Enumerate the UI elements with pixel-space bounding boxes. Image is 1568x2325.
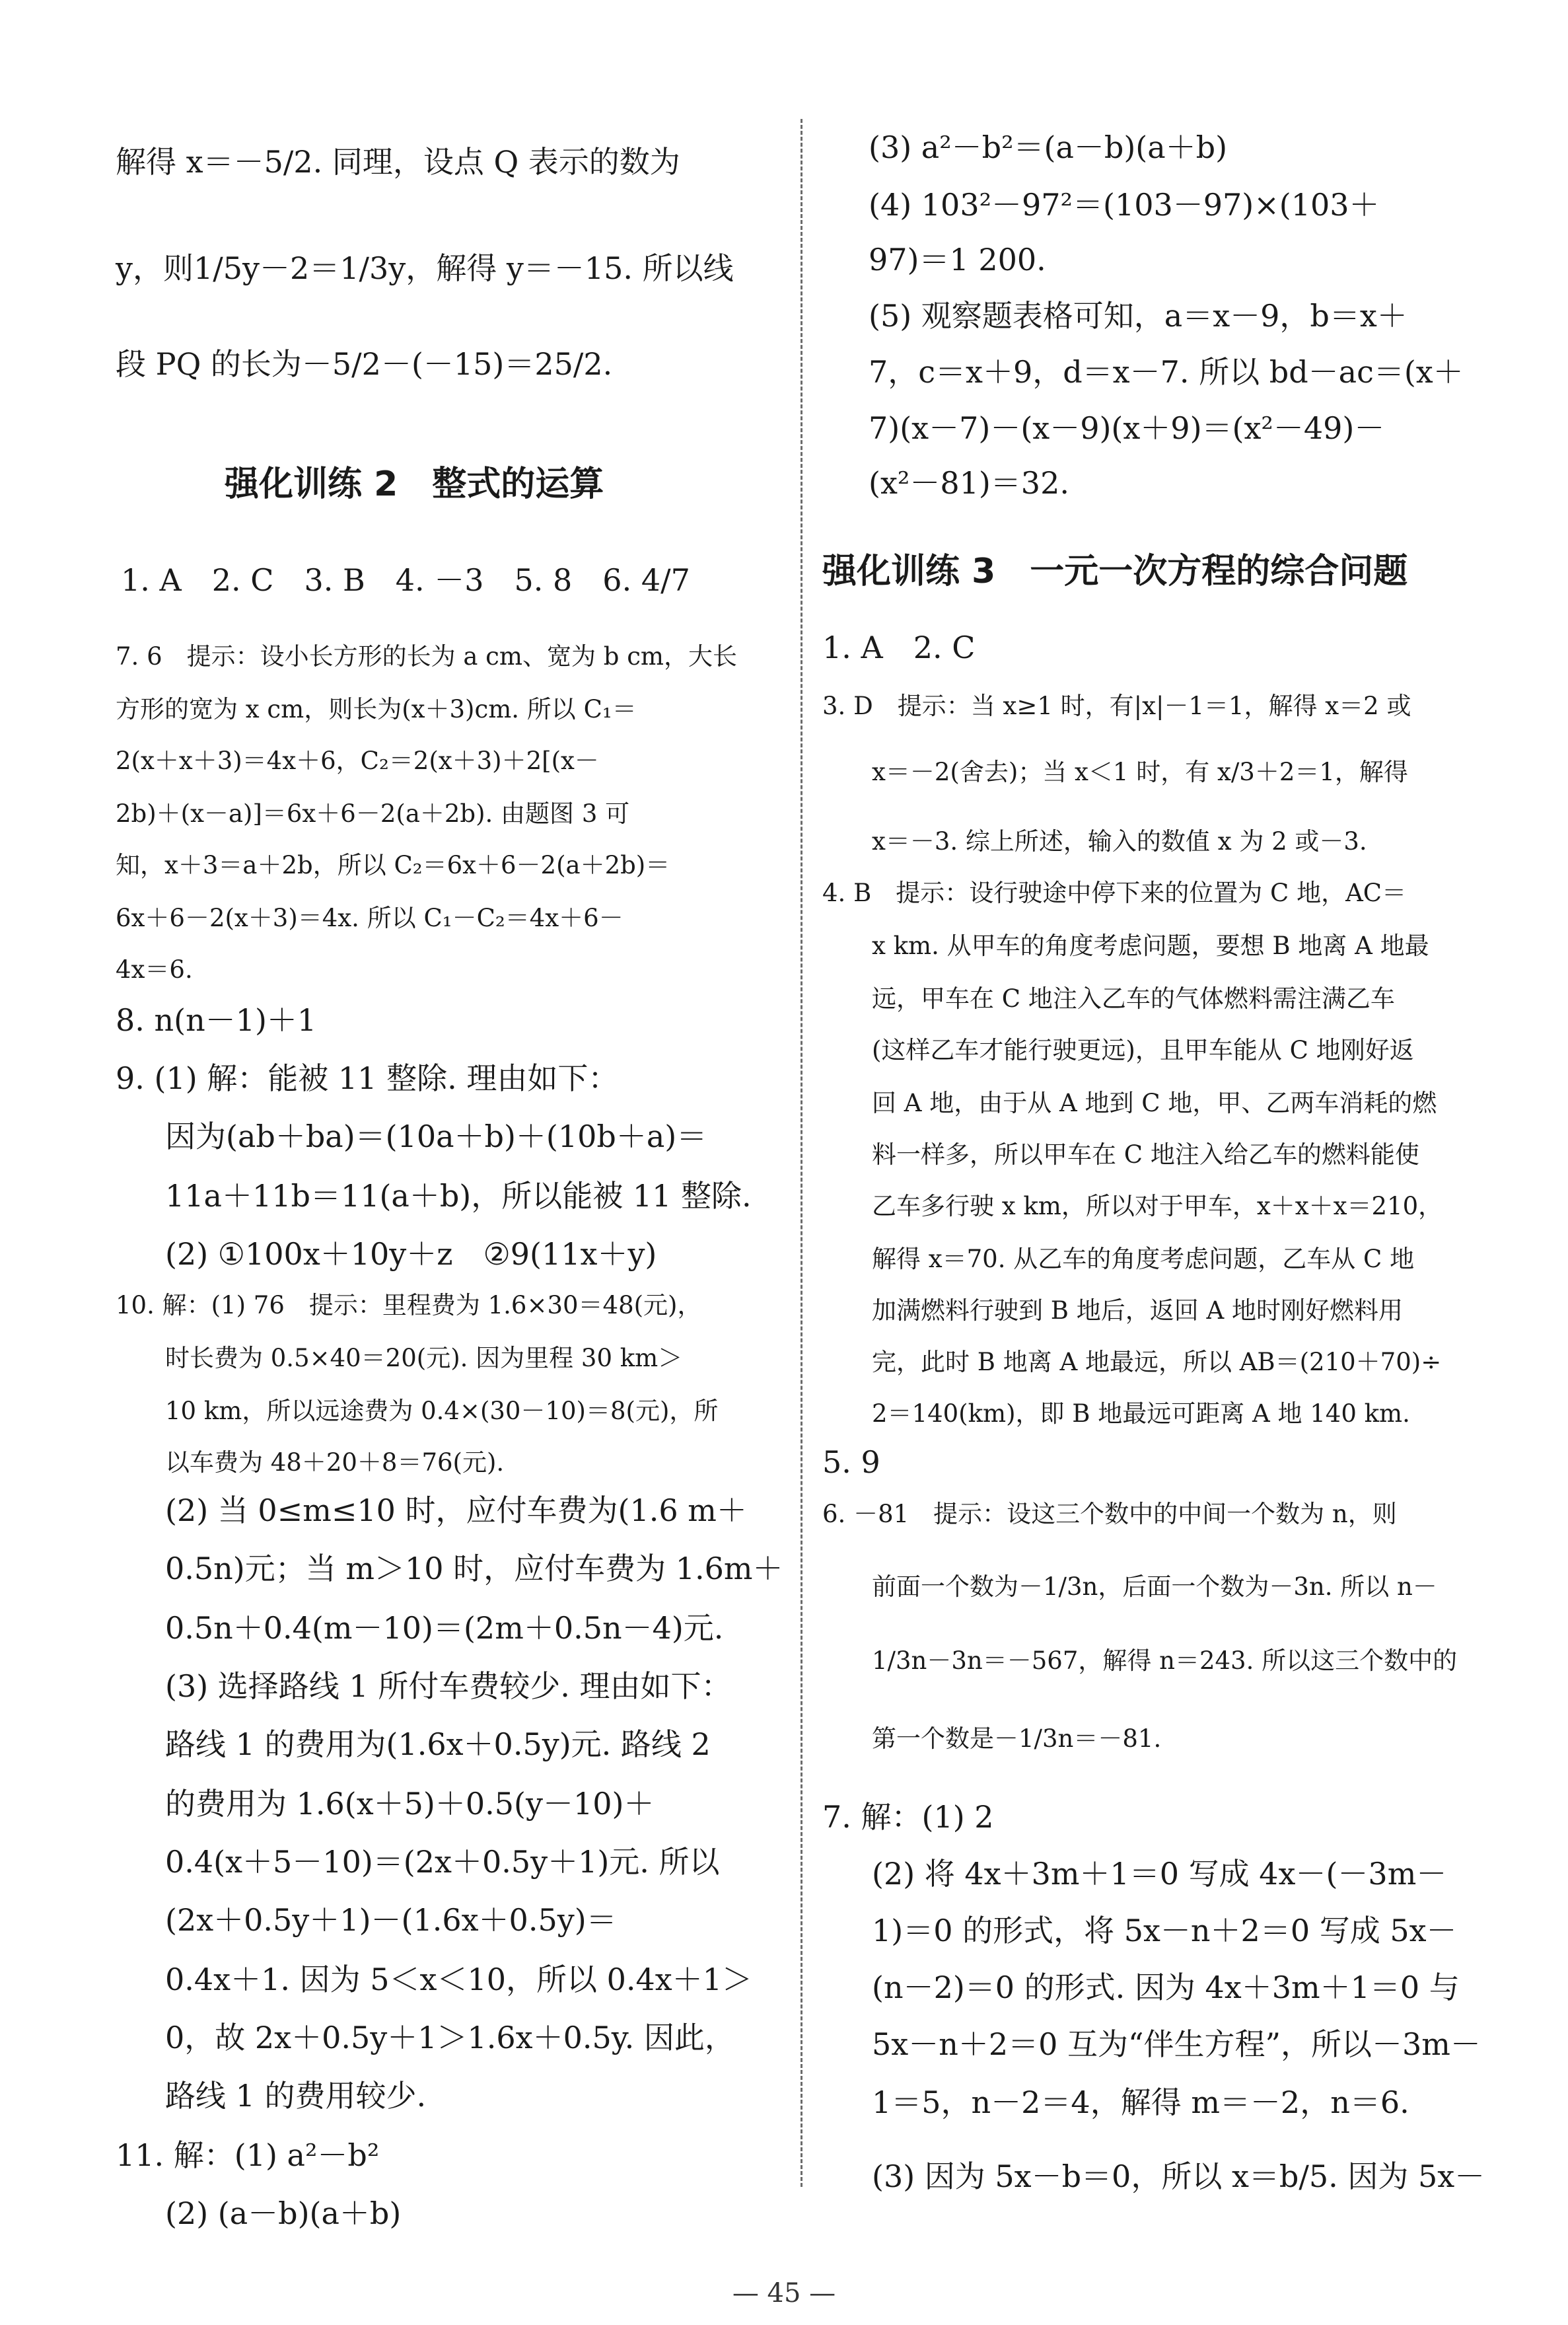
text-line: 0.5n)元；当 m＞10 时，应付车费为 1.6m＋ xyxy=(165,1551,783,1586)
text-line: (2) 当 0≤m≤10 时，应付车费为(1.6 m＋ xyxy=(165,1493,747,1528)
text-line: 3. D 提示：当 x≥1 时，有|x|－1＝1，解得 x＝2 或 xyxy=(822,692,1411,720)
text-line: 10 km，所以远途费为 0.4×(30－10)＝8(元)，所 xyxy=(165,1397,719,1425)
text-line: 加满燃料行驶到 B 地后，返回 A 地时刚好燃料用 xyxy=(872,1296,1403,1325)
text-line: 0.5n＋0.4(m－10)＝(2m＋0.5n－4)元. xyxy=(165,1610,724,1646)
text-line: (2x＋0.5y＋1)－(1.6x＋0.5y)＝ xyxy=(165,1902,617,1938)
text-line: 解得 x＝－5/2. 同理，设点 Q 表示的数为 xyxy=(116,144,680,180)
text-line: 7. 解：(1) 2 xyxy=(822,1799,994,1835)
text-line: 路线 1 的费用为(1.6x＋0.5y)元. 路线 2 xyxy=(165,1726,711,1762)
text-line: 解得 x＝70. 从乙车的角度考虑问题，乙车从 C 地 xyxy=(872,1245,1415,1273)
text-line: 1＝5，n－2＝4，解得 m＝－2，n＝6. xyxy=(872,2085,1409,2120)
text-line: 乙车多行驶 x km，所以对于甲车，x＋x＋x＝210， xyxy=(872,1192,1443,1220)
text-line: 4. B 提示：设行驶途中停下来的位置为 C 地，AC＝ xyxy=(822,879,1407,907)
text-line: 11. 解：(1) a²－b² xyxy=(116,2137,380,2173)
answer-line: 1. A 2. C 3. B 4. －3 5. 8 6. 4/7 xyxy=(121,562,690,598)
text-line: y，则1/5y－2＝1/3y，解得 y＝－15. 所以线 xyxy=(116,250,734,286)
text-line: (2) (a－b)(a＋b) xyxy=(165,2196,402,2231)
text-line: 时长费为 0.5×40＝20(元). 因为里程 30 km＞ xyxy=(165,1344,683,1372)
text-line: 97)＝1 200. xyxy=(869,242,1046,277)
page-number: — 45 — xyxy=(732,2278,836,2308)
section-2-title: 强化训练 2 整式的运算 xyxy=(225,464,604,504)
text-line: (4) 103²－97²＝(103－97)×(103＋ xyxy=(869,187,1380,223)
text-line: 因为(ab＋ba)＝(10a＋b)＋(10b＋a)＝ xyxy=(165,1119,707,1154)
text-line: 2(x＋x＋3)＝4x＋6，C₂＝2(x＋3)＋2[(x－ xyxy=(116,747,599,775)
column-divider xyxy=(801,119,802,2187)
text-line: 7. 6 提示：设小长方形的长为 a cm、宽为 b cm，大长 xyxy=(116,642,738,671)
answer-line: 1. A 2. C xyxy=(822,630,976,665)
text-line: 0.4(x＋5－10)＝(2x＋0.5y＋1)元. 所以 xyxy=(165,1844,720,1880)
text-line: 料一样多，所以甲车在 C 地注入给乙车的燃料能使 xyxy=(872,1140,1419,1169)
text-line: 2b)＋(x－a)]＝6x＋6－2(a＋2b). 由题图 3 可 xyxy=(116,799,630,828)
text-line: (3) 因为 5x－b＝0，所以 x＝b/5. 因为 5x－ xyxy=(872,2159,1485,2194)
text-line: x＝－3. 综上所述，输入的数值 x 为 2 或－3. xyxy=(872,827,1367,856)
text-line: 路线 1 的费用较少. xyxy=(165,2078,427,2114)
text-line: 7)(x－7)－(x－9)(x＋9)＝(x²－49)－ xyxy=(869,410,1385,446)
text-line: 11a＋11b＝11(a＋b)，所以能被 11 整除. xyxy=(165,1178,752,1214)
text-line: 回 A 地，由于从 A 地到 C 地，甲、乙两车消耗的燃 xyxy=(872,1089,1437,1117)
text-line: 前面一个数为－1/3n，后面一个数为－3n. 所以 n－ xyxy=(872,1572,1437,1601)
text-line: (x²－81)＝32. xyxy=(869,465,1069,501)
answer-line: 5. 9 xyxy=(822,1444,880,1480)
text-line: (3) a²－b²＝(a－b)(a＋b) xyxy=(869,129,1228,165)
text-line: 远，甲车在 C 地注入乙车的气体燃料需注满乙车 xyxy=(872,984,1395,1013)
text-line: (2) 将 4x＋3m＋1＝0 写成 4x－(－3m－ xyxy=(872,1856,1447,1892)
text-line: 第一个数是－1/3n＝－81. xyxy=(872,1724,1162,1753)
text-line: 6. －81 提示：设这三个数中的中间一个数为 n，则 xyxy=(822,1500,1397,1528)
text-line: 1/3n－3n＝－567，解得 n＝243. 所以这三个数中的 xyxy=(872,1646,1458,1675)
text-line: 4x＝6. xyxy=(116,955,193,984)
text-line: 2＝140(km)，即 B 地最远可距离 A 地 140 km. xyxy=(872,1399,1410,1428)
text-line: (3) 选择路线 1 所付车费较少. 理由如下： xyxy=(165,1668,732,1704)
text-line: (这样乙车才能行驶更远)，且甲车能从 C 地刚好返 xyxy=(872,1036,1414,1064)
text-line: (5) 观察题表格可知，a＝x－9，b＝x＋ xyxy=(869,298,1408,334)
text-line: 知，x＋3＝a＋2b，所以 C₂＝6x＋6－2(a＋2b)＝ xyxy=(116,851,670,879)
text-line: (n－2)＝0 的形式. 因为 4x＋3m＋1＝0 与 xyxy=(872,1970,1460,2005)
text-line: x km. 从甲车的角度考虑问题，要想 B 地离 A 地最 xyxy=(872,932,1429,960)
text-line: 0.4x＋1. 因为 5＜x＜10，所以 0.4x＋1＞ xyxy=(165,1962,752,1997)
text-line: x＝－2(舍去)；当 x＜1 时，有 x/3＋2＝1，解得 xyxy=(872,758,1408,786)
text-line: 以车费为 48＋20＋8＝76(元). xyxy=(165,1448,505,1477)
text-line: 9. (1) 解：能被 11 整除. 理由如下： xyxy=(116,1060,619,1096)
text-line: 7，c＝x＋9，d＝x－7. 所以 bd－ac＝(x＋ xyxy=(869,354,1464,390)
text-line: 6x＋6－2(x＋3)＝4x. 所以 C₁－C₂＝4x＋6－ xyxy=(116,904,624,932)
answer-line: 8. n(n－1)＋1 xyxy=(116,1002,317,1038)
text-line: 方形的宽为 x cm，则长为(x＋3)cm. 所以 C₁＝ xyxy=(116,695,637,723)
text-line: (2) ①100x＋10y＋z ②9(11x＋y) xyxy=(165,1236,657,1272)
text-line: 完，此时 B 地离 A 地最远，所以 AB＝(210＋70)÷ xyxy=(872,1348,1442,1376)
text-line: 10. 解：(1) 76 提示：里程费为 1.6×30＝48(元)， xyxy=(116,1291,702,1319)
section-3-title: 强化训练 3 一元一次方程的综合问题 xyxy=(822,552,1408,591)
text-line: 5x－n＋2＝0 互为“伴生方程”，所以－3m－ xyxy=(872,2026,1481,2062)
text-line: 的费用为 1.6(x＋5)＋0.5(y－10)＋ xyxy=(165,1786,655,1822)
text-line: 0，故 2x＋0.5y＋1＞1.6x＋0.5y. 因此， xyxy=(165,2020,735,2055)
text-line: 段 PQ 的长为－5/2－(－15)＝25/2. xyxy=(116,346,613,382)
text-line: 1)＝0 的形式，将 5x－n＋2＝0 写成 5x－ xyxy=(872,1913,1457,1948)
